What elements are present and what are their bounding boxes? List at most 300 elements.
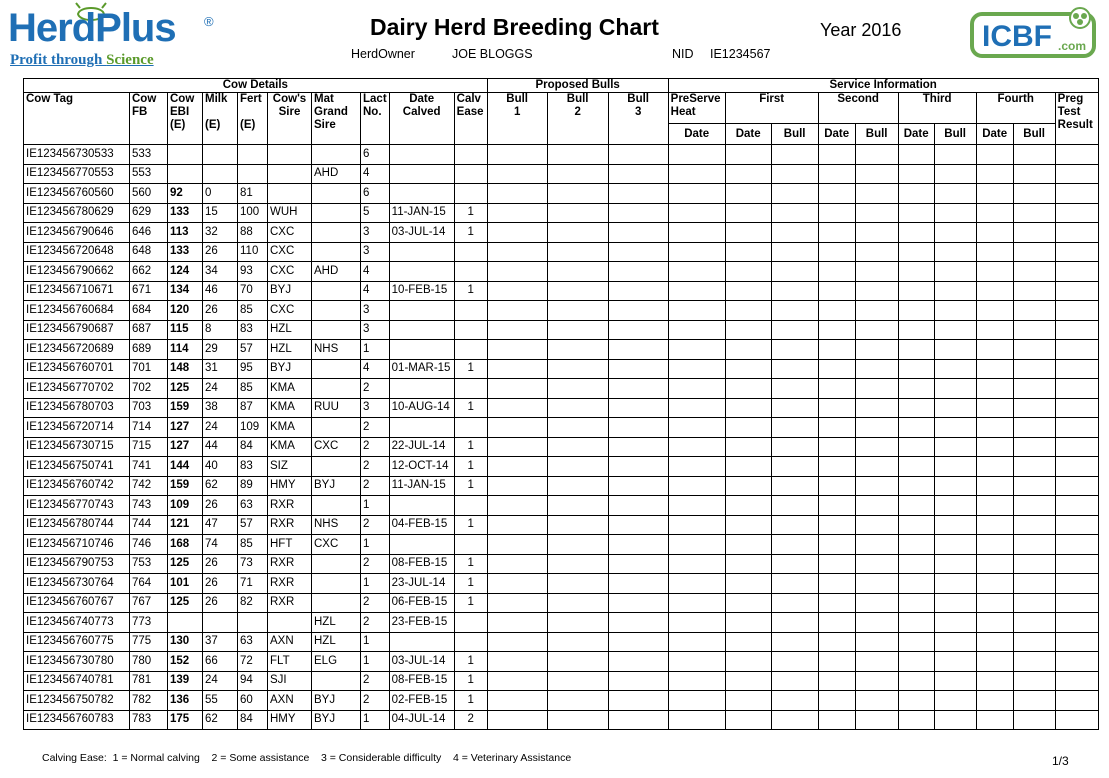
cell: 703 bbox=[130, 398, 168, 418]
cell: IE123456720648 bbox=[24, 242, 130, 262]
cell: 121 bbox=[168, 515, 203, 535]
empty-cell bbox=[855, 379, 898, 399]
cell: IE123456790662 bbox=[24, 262, 130, 282]
empty-cell bbox=[855, 320, 898, 340]
cell: IE123456750741 bbox=[24, 457, 130, 477]
empty-cell bbox=[608, 457, 668, 477]
cell bbox=[389, 164, 454, 184]
empty-cell bbox=[608, 476, 668, 496]
empty-cell bbox=[934, 184, 976, 204]
empty-cell bbox=[608, 262, 668, 282]
header-line: (E) bbox=[205, 119, 221, 131]
empty-cell bbox=[547, 554, 608, 574]
empty-cell bbox=[771, 262, 818, 282]
column-header-row bbox=[24, 93, 1099, 124]
empty-cell bbox=[547, 340, 608, 360]
cell: CXC bbox=[268, 242, 312, 262]
cell: 139 bbox=[168, 671, 203, 691]
cell: 741 bbox=[130, 457, 168, 477]
cell: 89 bbox=[238, 476, 268, 496]
header-cow-ebi bbox=[168, 93, 203, 145]
cell bbox=[312, 574, 361, 594]
herdplus-tagline bbox=[10, 52, 154, 69]
cell bbox=[389, 242, 454, 262]
cell bbox=[312, 223, 361, 243]
empty-cell bbox=[608, 671, 668, 691]
empty-cell bbox=[898, 437, 934, 457]
empty-cell bbox=[1055, 437, 1098, 457]
empty-cell bbox=[668, 379, 725, 399]
empty-cell bbox=[1055, 457, 1098, 477]
cell bbox=[454, 496, 487, 516]
cell: 03-JUL-14 bbox=[389, 223, 454, 243]
table-row bbox=[24, 223, 1099, 243]
table-row bbox=[24, 496, 1099, 516]
empty-cell bbox=[1055, 145, 1098, 165]
cell: 746 bbox=[130, 535, 168, 555]
empty-cell bbox=[855, 262, 898, 282]
empty-cell bbox=[934, 242, 976, 262]
icbf-text: ICBF bbox=[982, 20, 1052, 53]
empty-cell bbox=[855, 418, 898, 438]
empty-cell bbox=[608, 535, 668, 555]
empty-cell bbox=[725, 476, 771, 496]
empty-cell bbox=[976, 632, 1013, 652]
empty-cell bbox=[1013, 613, 1055, 633]
cell: 134 bbox=[168, 281, 203, 301]
group-header-row bbox=[24, 79, 1099, 93]
cell: 24 bbox=[203, 418, 238, 438]
cell: 109 bbox=[168, 496, 203, 516]
empty-cell bbox=[855, 203, 898, 223]
cell: 120 bbox=[168, 301, 203, 321]
cell: 753 bbox=[130, 554, 168, 574]
empty-cell bbox=[934, 671, 976, 691]
cell bbox=[389, 301, 454, 321]
empty-cell bbox=[976, 164, 1013, 184]
empty-cell bbox=[1055, 613, 1098, 633]
cell: 781 bbox=[130, 671, 168, 691]
empty-cell bbox=[934, 457, 976, 477]
empty-cell bbox=[1013, 340, 1055, 360]
empty-cell bbox=[976, 437, 1013, 457]
table-row bbox=[24, 359, 1099, 379]
cell bbox=[312, 301, 361, 321]
empty-cell bbox=[818, 535, 855, 555]
empty-cell bbox=[1013, 671, 1055, 691]
empty-cell bbox=[608, 652, 668, 672]
empty-cell bbox=[725, 242, 771, 262]
subheader-bull: Bull bbox=[855, 124, 898, 145]
header-line: Mat bbox=[314, 93, 334, 105]
cell bbox=[168, 145, 203, 165]
cell: HZL bbox=[312, 632, 361, 652]
cell: 84 bbox=[238, 437, 268, 457]
cell: 115 bbox=[168, 320, 203, 340]
empty-cell bbox=[1013, 164, 1055, 184]
empty-cell bbox=[855, 593, 898, 613]
cell: RXR bbox=[268, 515, 312, 535]
empty-cell bbox=[547, 281, 608, 301]
empty-cell bbox=[898, 320, 934, 340]
empty-cell bbox=[855, 554, 898, 574]
empty-cell bbox=[1055, 691, 1098, 711]
empty-cell bbox=[547, 691, 608, 711]
cell: 23-FEB-15 bbox=[389, 613, 454, 633]
cell bbox=[203, 613, 238, 633]
empty-cell bbox=[771, 145, 818, 165]
cell: 04-JUL-14 bbox=[389, 710, 454, 730]
cell bbox=[238, 613, 268, 633]
empty-cell bbox=[934, 301, 976, 321]
cell: 1 bbox=[454, 652, 487, 672]
cell: 74 bbox=[203, 535, 238, 555]
empty-cell bbox=[976, 223, 1013, 243]
empty-cell bbox=[934, 652, 976, 672]
cell bbox=[312, 203, 361, 223]
cell: KMA bbox=[268, 418, 312, 438]
empty-cell bbox=[1055, 301, 1098, 321]
cell: IE123456730764 bbox=[24, 574, 130, 594]
cell bbox=[389, 262, 454, 282]
empty-cell bbox=[1055, 535, 1098, 555]
empty-cell bbox=[487, 320, 547, 340]
cell: BYJ bbox=[312, 691, 361, 711]
empty-cell bbox=[934, 632, 976, 652]
empty-cell bbox=[818, 184, 855, 204]
cell: 767 bbox=[130, 593, 168, 613]
empty-cell bbox=[1055, 340, 1098, 360]
cell: NHS bbox=[312, 515, 361, 535]
empty-cell bbox=[976, 671, 1013, 691]
empty-cell bbox=[818, 418, 855, 438]
empty-cell bbox=[976, 320, 1013, 340]
header-preg-test-result bbox=[1055, 93, 1098, 145]
empty-cell bbox=[487, 437, 547, 457]
header-first: First bbox=[725, 93, 818, 124]
empty-cell bbox=[608, 320, 668, 340]
cell: 130 bbox=[168, 632, 203, 652]
cell: 26 bbox=[203, 574, 238, 594]
cell: 744 bbox=[130, 515, 168, 535]
empty-cell bbox=[898, 379, 934, 399]
cell: 125 bbox=[168, 593, 203, 613]
header-milk bbox=[203, 93, 238, 145]
empty-cell bbox=[771, 398, 818, 418]
cell bbox=[389, 184, 454, 204]
cell: 11-JAN-15 bbox=[389, 203, 454, 223]
empty-cell bbox=[818, 593, 855, 613]
empty-cell bbox=[725, 554, 771, 574]
cell: 113 bbox=[168, 223, 203, 243]
cell: IE123456760742 bbox=[24, 476, 130, 496]
empty-cell bbox=[668, 340, 725, 360]
header-second: Second bbox=[818, 93, 898, 124]
cell: 148 bbox=[168, 359, 203, 379]
empty-cell bbox=[668, 164, 725, 184]
cell: 114 bbox=[168, 340, 203, 360]
empty-cell bbox=[1013, 457, 1055, 477]
empty-cell bbox=[1055, 671, 1098, 691]
empty-cell bbox=[1013, 574, 1055, 594]
empty-cell bbox=[855, 184, 898, 204]
empty-cell bbox=[1055, 203, 1098, 223]
cell: 72 bbox=[238, 652, 268, 672]
page-title: Dairy Herd Breeding Chart bbox=[370, 14, 659, 40]
empty-cell bbox=[818, 223, 855, 243]
cell: BYJ bbox=[312, 476, 361, 496]
cell: KMA bbox=[268, 379, 312, 399]
empty-cell bbox=[1055, 320, 1098, 340]
cell: 783 bbox=[130, 710, 168, 730]
cell: CXC bbox=[312, 535, 361, 555]
empty-cell bbox=[668, 671, 725, 691]
cell bbox=[203, 145, 238, 165]
empty-cell bbox=[898, 418, 934, 438]
empty-cell bbox=[976, 613, 1013, 633]
empty-cell bbox=[547, 262, 608, 282]
empty-cell bbox=[771, 613, 818, 633]
cell bbox=[454, 301, 487, 321]
cell: 26 bbox=[203, 301, 238, 321]
empty-cell bbox=[855, 301, 898, 321]
empty-cell bbox=[547, 379, 608, 399]
cell bbox=[454, 418, 487, 438]
cell bbox=[203, 164, 238, 184]
cell: 110 bbox=[238, 242, 268, 262]
header-date-calved bbox=[389, 93, 454, 145]
cell: IE123456760767 bbox=[24, 593, 130, 613]
empty-cell bbox=[818, 242, 855, 262]
empty-cell bbox=[487, 554, 547, 574]
empty-cell bbox=[1013, 437, 1055, 457]
cell: 687 bbox=[130, 320, 168, 340]
empty-cell bbox=[818, 652, 855, 672]
cell: 662 bbox=[130, 262, 168, 282]
header-line: No. bbox=[363, 106, 382, 118]
empty-cell bbox=[976, 476, 1013, 496]
empty-cell bbox=[608, 281, 668, 301]
cell: 1 bbox=[361, 632, 390, 652]
empty-cell bbox=[934, 437, 976, 457]
empty-cell bbox=[934, 515, 976, 535]
cell: 38 bbox=[203, 398, 238, 418]
cell: IE123456760775 bbox=[24, 632, 130, 652]
header-line: EBI bbox=[170, 106, 190, 118]
cell: 144 bbox=[168, 457, 203, 477]
cell: 26 bbox=[203, 593, 238, 613]
cell: RXR bbox=[268, 554, 312, 574]
table-body bbox=[24, 145, 1099, 730]
empty-cell bbox=[1055, 632, 1098, 652]
empty-cell bbox=[818, 301, 855, 321]
header-line: Bull bbox=[506, 93, 529, 105]
table-row bbox=[24, 710, 1099, 730]
empty-cell bbox=[898, 184, 934, 204]
empty-cell bbox=[855, 359, 898, 379]
cell: 152 bbox=[168, 652, 203, 672]
empty-cell bbox=[934, 281, 976, 301]
empty-cell bbox=[855, 710, 898, 730]
header-bull-2 bbox=[547, 93, 608, 145]
cell bbox=[312, 320, 361, 340]
empty-cell bbox=[725, 593, 771, 613]
table-row bbox=[24, 554, 1099, 574]
empty-cell bbox=[1055, 379, 1098, 399]
cell: IE123456780703 bbox=[24, 398, 130, 418]
empty-cell bbox=[487, 496, 547, 516]
empty-cell bbox=[898, 632, 934, 652]
cell: IE123456720689 bbox=[24, 340, 130, 360]
empty-cell bbox=[1013, 554, 1055, 574]
empty-cell bbox=[608, 691, 668, 711]
cell: 11-JAN-15 bbox=[389, 476, 454, 496]
cell: IE123456730780 bbox=[24, 652, 130, 672]
empty-cell bbox=[976, 593, 1013, 613]
cell bbox=[389, 145, 454, 165]
empty-cell bbox=[1055, 476, 1098, 496]
empty-cell bbox=[547, 320, 608, 340]
empty-cell bbox=[818, 320, 855, 340]
cell bbox=[312, 671, 361, 691]
table-row bbox=[24, 301, 1099, 321]
cell: 06-FEB-15 bbox=[389, 593, 454, 613]
cell: 1 bbox=[454, 574, 487, 594]
cell bbox=[312, 457, 361, 477]
header-line: Sire bbox=[314, 119, 336, 131]
table-row bbox=[24, 164, 1099, 184]
empty-cell bbox=[934, 223, 976, 243]
empty-cell bbox=[1013, 320, 1055, 340]
herdplus-brand: HerdPlus bbox=[8, 6, 176, 50]
empty-cell bbox=[898, 710, 934, 730]
table-row bbox=[24, 262, 1099, 282]
cell: 701 bbox=[130, 359, 168, 379]
empty-cell bbox=[725, 457, 771, 477]
cell: 55 bbox=[203, 691, 238, 711]
cell: 81 bbox=[238, 184, 268, 204]
empty-cell bbox=[547, 359, 608, 379]
cell: 26 bbox=[203, 242, 238, 262]
table-row bbox=[24, 535, 1099, 555]
empty-cell bbox=[1055, 281, 1098, 301]
empty-cell bbox=[934, 320, 976, 340]
subheader-date: Date bbox=[818, 124, 855, 145]
empty-cell bbox=[1013, 476, 1055, 496]
cell: 1 bbox=[361, 652, 390, 672]
table-row bbox=[24, 457, 1099, 477]
empty-cell bbox=[608, 593, 668, 613]
cell: 62 bbox=[203, 476, 238, 496]
cell: 689 bbox=[130, 340, 168, 360]
empty-cell bbox=[725, 164, 771, 184]
empty-cell bbox=[1013, 379, 1055, 399]
cell: 93 bbox=[238, 262, 268, 282]
header-line: Ease bbox=[456, 106, 484, 118]
cell: 23-JUL-14 bbox=[389, 574, 454, 594]
icbf-logo bbox=[970, 6, 1100, 58]
cell: 3 bbox=[361, 320, 390, 340]
header-line: PreServe bbox=[670, 93, 721, 105]
empty-cell bbox=[1013, 515, 1055, 535]
cell: 1 bbox=[454, 671, 487, 691]
empty-cell bbox=[547, 164, 608, 184]
empty-cell bbox=[818, 574, 855, 594]
table-row bbox=[24, 281, 1099, 301]
empty-cell bbox=[487, 457, 547, 477]
empty-cell bbox=[976, 691, 1013, 711]
empty-cell bbox=[855, 281, 898, 301]
empty-cell bbox=[547, 418, 608, 438]
empty-cell bbox=[898, 535, 934, 555]
cell bbox=[454, 320, 487, 340]
empty-cell bbox=[898, 281, 934, 301]
cell: IE123456780629 bbox=[24, 203, 130, 223]
cell: 775 bbox=[130, 632, 168, 652]
subheader-bull: Bull bbox=[1013, 124, 1055, 145]
cell: IE123456730533 bbox=[24, 145, 130, 165]
nid-value: IE1234567 bbox=[710, 47, 771, 61]
empty-cell bbox=[898, 613, 934, 633]
empty-cell bbox=[934, 496, 976, 516]
empty-cell bbox=[898, 515, 934, 535]
table-row bbox=[24, 418, 1099, 438]
cell: 70 bbox=[238, 281, 268, 301]
empty-cell bbox=[725, 223, 771, 243]
empty-cell bbox=[608, 632, 668, 652]
cell bbox=[268, 184, 312, 204]
empty-cell bbox=[547, 496, 608, 516]
cell: 08-FEB-15 bbox=[389, 554, 454, 574]
cell bbox=[312, 145, 361, 165]
table-row bbox=[24, 671, 1099, 691]
cell: 8 bbox=[203, 320, 238, 340]
cell bbox=[312, 379, 361, 399]
empty-cell bbox=[855, 574, 898, 594]
empty-cell bbox=[976, 496, 1013, 516]
empty-cell bbox=[934, 398, 976, 418]
empty-cell bbox=[771, 359, 818, 379]
empty-cell bbox=[934, 418, 976, 438]
empty-cell bbox=[818, 398, 855, 418]
cell: 671 bbox=[130, 281, 168, 301]
empty-cell bbox=[771, 379, 818, 399]
empty-cell bbox=[934, 359, 976, 379]
empty-cell bbox=[725, 203, 771, 223]
header-line: Cow bbox=[170, 93, 195, 105]
empty-cell bbox=[934, 691, 976, 711]
table-row bbox=[24, 203, 1099, 223]
empty-cell bbox=[668, 242, 725, 262]
empty-cell bbox=[725, 496, 771, 516]
cell: 1 bbox=[454, 359, 487, 379]
empty-cell bbox=[855, 437, 898, 457]
empty-cell bbox=[818, 554, 855, 574]
cell: 40 bbox=[203, 457, 238, 477]
cell: 62 bbox=[203, 710, 238, 730]
empty-cell bbox=[934, 554, 976, 574]
subheader-date: Date bbox=[725, 124, 771, 145]
empty-cell bbox=[547, 613, 608, 633]
empty-cell bbox=[487, 164, 547, 184]
empty-cell bbox=[976, 574, 1013, 594]
cell: AXN bbox=[268, 691, 312, 711]
header-bull-3 bbox=[608, 93, 668, 145]
cell: 2 bbox=[361, 418, 390, 438]
header-cows-sire bbox=[268, 93, 312, 145]
cell: CXC bbox=[268, 301, 312, 321]
empty-cell bbox=[547, 476, 608, 496]
